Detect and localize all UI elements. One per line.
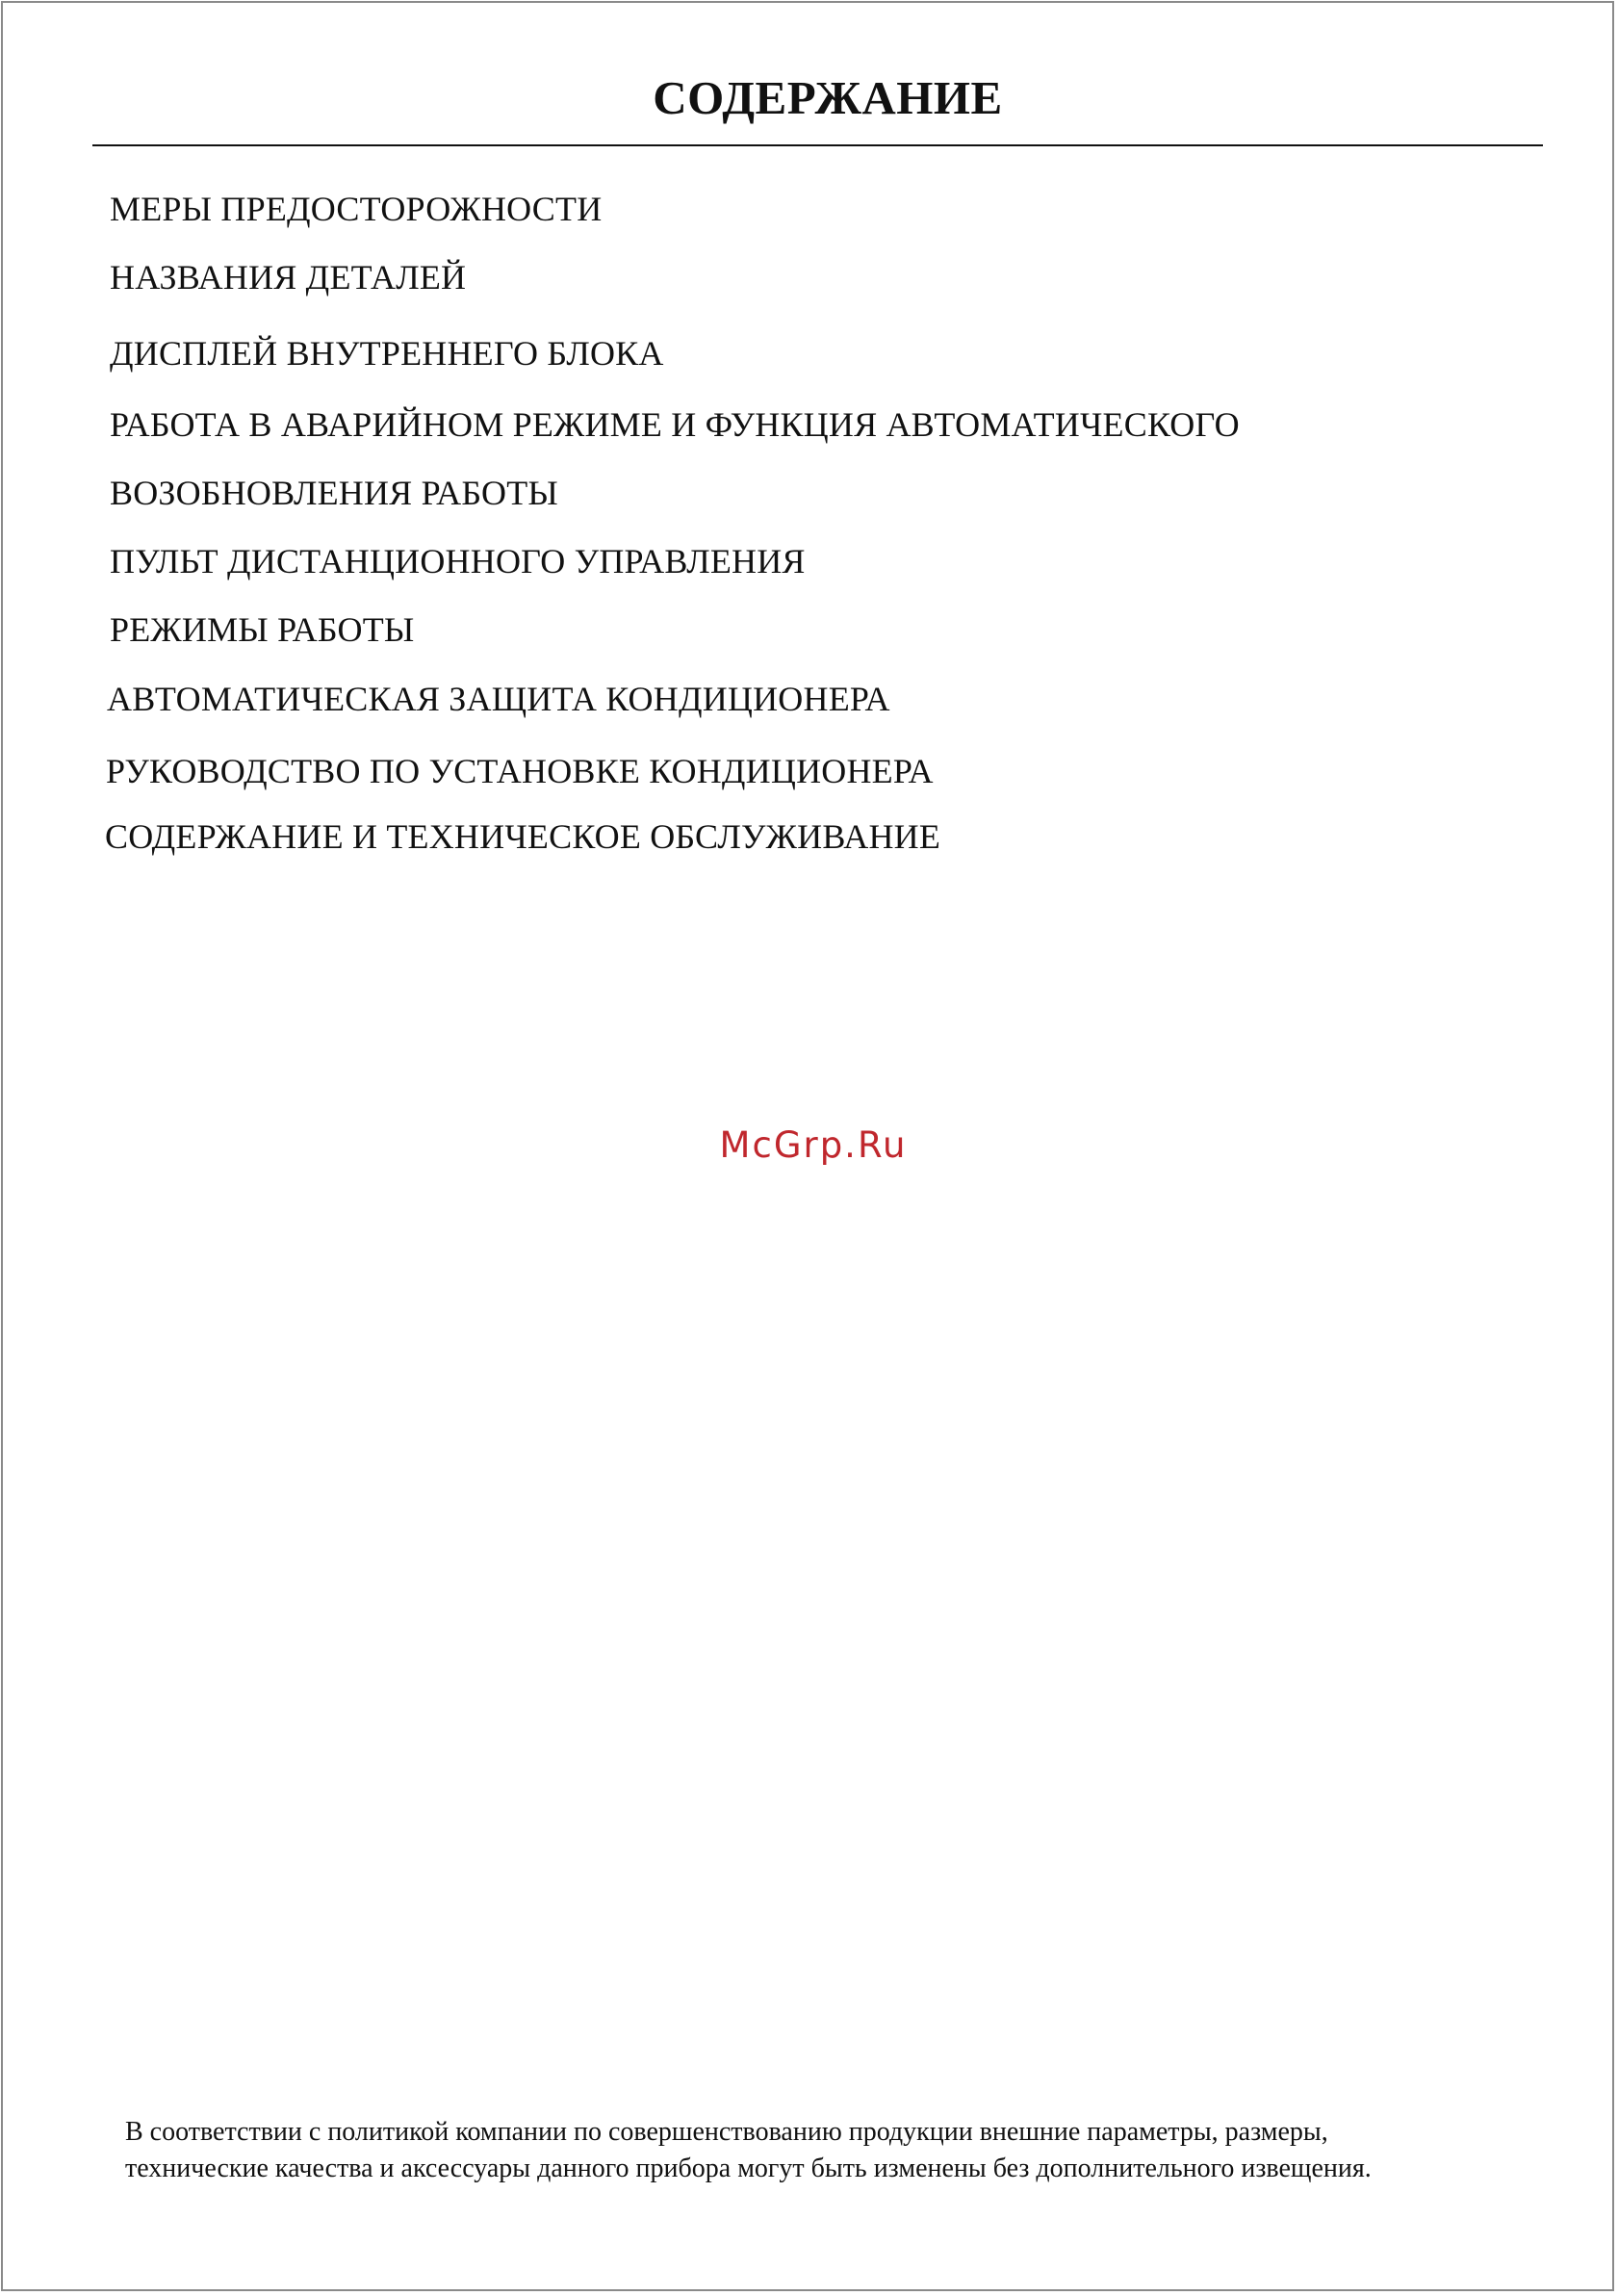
toc-item-installation-guide: РУКОВОДСТВО ПО УСТАНОВКЕ КОНДИЦИОНЕРА xyxy=(106,752,934,790)
toc-item-remote-control: ПУЛЬТ ДИСТАНЦИОННОГО УПРАВЛЕНИЯ xyxy=(110,542,806,580)
footnote-line-1: В соответствии с политикой компании по совершенствованию продукции внешние параметры, размеры, xyxy=(125,2117,1328,2147)
toc-item-auto-restart: ВОЗОБНОВЛЕНИЯ РАБОТЫ xyxy=(110,474,558,512)
toc-item-indoor-display: ДИСПЛЕЙ ВНУТРЕННЕГО БЛОКА xyxy=(110,334,664,373)
footnote-line-2: технические качества и аксессуары данного прибора могут быть изменены без дополнительного извещения. xyxy=(125,2154,1372,2183)
toc-item-part-names: НАЗВАНИЯ ДЕТАЛЕЙ xyxy=(110,258,467,297)
toc-item-maintenance: СОДЕРЖАНИЕ И ТЕХНИЧЕСКОЕ ОБСЛУЖИВАНИЕ xyxy=(105,817,941,856)
toc-item-precautions: МЕРЫ ПРЕДОСТОРОЖНОСТИ xyxy=(110,190,603,228)
toc-item-emergency-mode: РАБОТА В АВАРИЙНОМ РЕЖИМЕ И ФУНКЦИЯ АВТОМАТИЧЕСКОГО xyxy=(110,405,1240,444)
watermark-text: McGrp.Ru xyxy=(719,1124,908,1166)
toc-item-auto-protection: АВТОМАТИЧЕСКАЯ ЗАЩИТА КОНДИЦИОНЕРА xyxy=(107,680,890,718)
toc-item-operating-modes: РЕЖИМЫ РАБОТЫ xyxy=(110,610,415,649)
footnote xyxy=(125,2114,1569,2187)
page-title: СОДЕРЖАНИЕ xyxy=(653,71,1003,124)
title-divider xyxy=(92,144,1543,146)
